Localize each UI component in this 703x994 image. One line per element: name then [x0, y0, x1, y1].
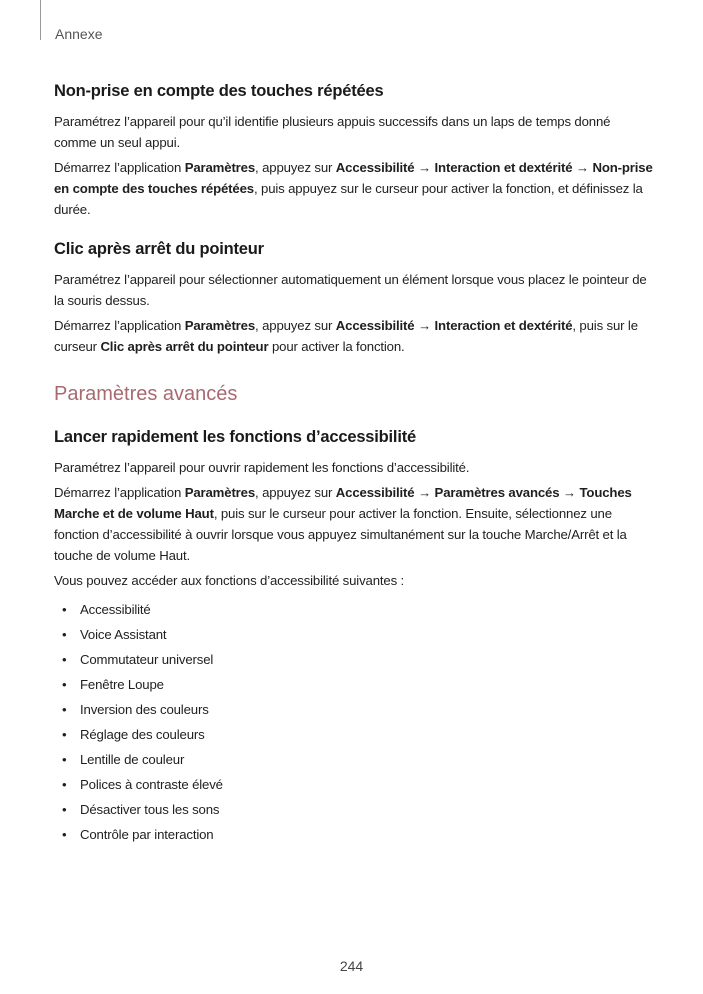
accessibility-list [54, 597, 654, 847]
section-nonprise [54, 82, 654, 220]
section-title: Clic après arrêt du pointeur [54, 240, 264, 258]
bullet-icon: • [62, 677, 67, 692]
page-number: 244 [339, 958, 364, 974]
section-clic [54, 240, 654, 357]
list-item: • Lentille de couleur [54, 747, 654, 772]
list-item: • Voice Assistant [54, 622, 654, 647]
bullet-icon: • [62, 827, 67, 842]
bullet-icon: • [62, 727, 67, 742]
paragraph: Paramétrez l’appareil pour qu’il identifie plusieurs appuis successifs dans un laps de temps donné comme un seul appui. [54, 114, 611, 150]
bullet-icon: • [62, 777, 67, 792]
list-item: • Commutateur universel [54, 647, 654, 672]
list-item: • Fenêtre Loupe [54, 672, 654, 697]
paragraph: Paramétrez l’appareil pour ouvrir rapidement les fonctions d’accessibilité. [54, 460, 470, 475]
paragraph-instructions: Démarrez l’application Paramètres, appuyez sur Accessibilité → Paramètres avancés → Touches Marche et de volume Haut, puis sur le curseur pour activer la fonction. Ensuite, sélectionnez une fonction d’accessibilité à ouvrir lorsque vous appuyez simultanément sur la touche Marche/Arrêt et la touche de volume Haut. [54, 485, 632, 563]
bullet-icon: • [62, 627, 67, 642]
chapter-title: Paramètres avancés [54, 383, 238, 405]
header-label: Annexe [55, 26, 103, 42]
bullet-icon: • [62, 702, 67, 717]
list-item: • Désactiver tous les sons [54, 797, 654, 822]
bullet-icon: • [62, 752, 67, 767]
paragraph-instructions: Démarrez l’application Paramètres, appuyez sur Accessibilité → Interaction et dextérité → Non-prise en compte des touches répétées, puis appuyez sur le curseur pour activer la fonction, et définissez la durée. [54, 160, 653, 217]
section-title: Lancer rapidement les fonctions d’accessibilité [54, 428, 416, 446]
list-item: • Polices à contraste élevé [54, 772, 654, 797]
section-title: Non-prise en compte des touches répétées [54, 82, 384, 100]
bullet-icon: • [62, 802, 67, 817]
bullet-icon: • [62, 602, 67, 617]
list-item: • Inversion des couleurs [54, 697, 654, 722]
bullet-icon: • [62, 652, 67, 667]
list-item: • Réglage des couleurs [54, 722, 654, 747]
paragraph: Vous pouvez accéder aux fonctions d’accessibilité suivantes : [54, 573, 405, 588]
paragraph-instructions: Démarrez l’application Paramètres, appuyez sur Accessibilité → Interaction et dextérité, puis sur le curseur Clic après arrêt du pointeur pour activer la fonction. [54, 318, 638, 354]
section-lancer [54, 428, 654, 847]
header-rule [40, 0, 41, 40]
paragraph: Paramétrez l’appareil pour sélectionner automatiquement un élément lorsque vous placez le pointeur de la souris dessus. [54, 272, 647, 308]
page-content [54, 82, 654, 847]
list-item: • Accessibilité [54, 597, 654, 622]
list-item: • Contrôle par interaction [54, 822, 654, 847]
